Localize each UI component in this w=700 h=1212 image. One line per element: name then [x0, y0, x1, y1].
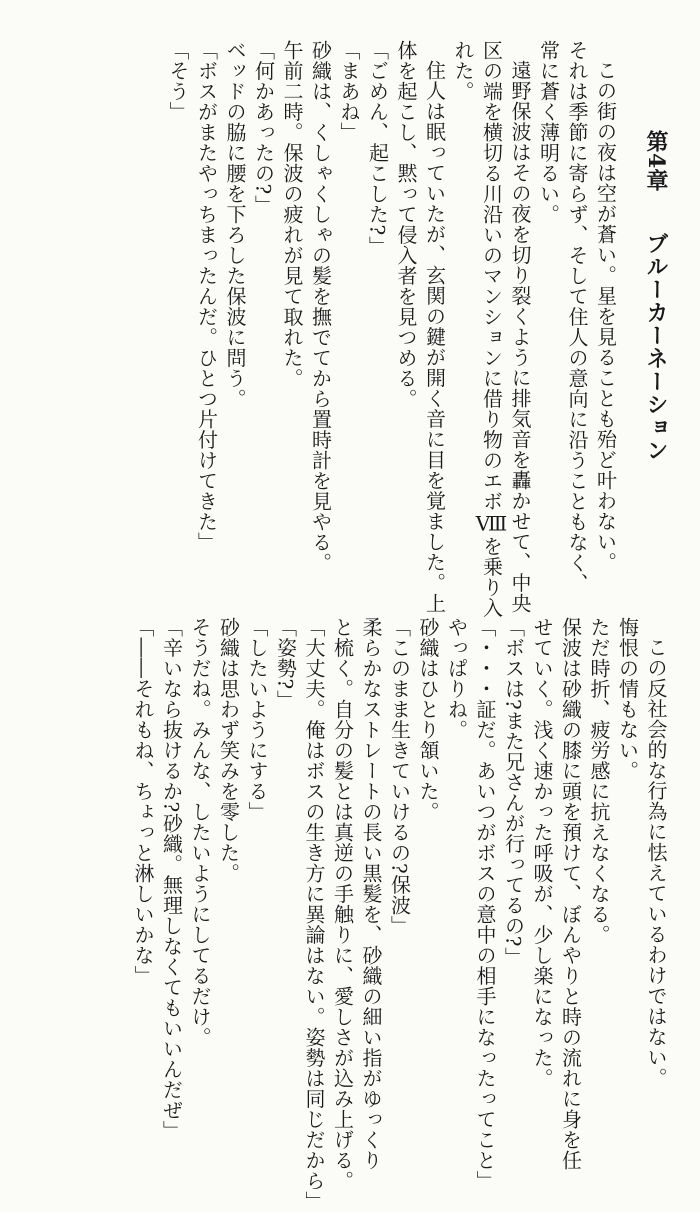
text-line: 砂織は、くしゃくしゃの髪を撫でてから置時計を見やる。: [308, 40, 333, 573]
top-text-block: [164, 40, 671, 618]
text-line: 午前二時。保波の疲れが見て取れた。: [280, 40, 304, 389]
bottom-paragraphs: [129, 617, 671, 1212]
text-line: せていく。浅く速かった呼吸が、少し楽になった。: [530, 617, 554, 1089]
text-line: この反社会的な行為に怯えているわけではない。: [644, 637, 668, 1088]
text-line: 「・・・証だ。あいつがボスの意中の相手になったってこと」: [473, 617, 497, 1191]
chapter-title: ブルーカーネーション: [643, 232, 669, 463]
text-line: 住人は眠っていたが、玄関の鍵が開く音に目を覚ました。上: [422, 60, 447, 614]
text-line: それは季節に寄らず、そして住人の意向に沿うこともなく、: [565, 40, 589, 594]
text-line: 遠野保波はその夜を切り裂くように排気音を轟かせて、中央: [508, 60, 532, 614]
text-line: 砂織は思わず笑みを零した。: [216, 617, 241, 884]
text-line: 「大丈夫。俺はボスの生き方に異論はない。姿勢は同じだから」: [302, 617, 326, 1212]
top-paragraphs: [164, 40, 620, 618]
bottom-text-block: [129, 617, 671, 1212]
text-line: やっぱりね。: [444, 617, 469, 740]
text-line: 「――それもね、ちょっと淋しいかな」: [131, 617, 155, 986]
text-line: 「ボスがまたやっちまったんだ。ひとつ片付けてきた」: [194, 40, 219, 553]
text-line: 常に蒼く薄明るい。: [536, 40, 561, 225]
text-line: 悔恨の情もない。: [615, 617, 640, 781]
text-line: ベッドの脇に腰を下ろした保波に問う。: [223, 40, 247, 409]
text-line: 「ごめん、起こした?」: [365, 40, 390, 257]
text-line: 体を起こし、黙って侵入者を見つめる。: [394, 40, 418, 409]
chapter-number: 第4章: [643, 130, 669, 193]
text-line: 「辛いなら抜けるか?砂織。無理しなくてもいいんだぜ」: [159, 617, 184, 1141]
text-line: 保波は砂織の膝に頭を預けて、ぼんやりと時の流れに身を任: [558, 617, 583, 1171]
text-line: れた。: [451, 40, 475, 102]
text-line: 「まあね」: [337, 40, 361, 143]
text-line: 「そう」: [166, 40, 190, 122]
text-line: 「何かあったの?」: [251, 40, 276, 216]
text-line: 「ボスは?また兄さんが行ってるの?」: [501, 617, 526, 968]
text-line: この街の夜は空が蒼い。星を見ることも殆ど叶わない。: [593, 60, 618, 573]
chapter-heading: [642, 40, 671, 600]
text-line: 「このまま生きていけるの?保波」: [387, 617, 412, 936]
text-line: 区の端を横切る川沿いのマンションに借り物のエボⅧを乗り入: [479, 40, 504, 618]
text-line: 柔らかなストレートの長い黒髪を、砂織の細い指がゆっくり: [359, 617, 383, 1171]
text-line: 「姿勢?」: [273, 617, 298, 711]
text-line: 砂織はひとり頷いた。: [416, 617, 440, 822]
text-line: ただ時折、疲労感に抗えなくなる。: [587, 617, 611, 945]
text-line: 「したいようにする」: [245, 617, 269, 822]
text-line: そうだね。みんな、したいようにしてるだけ。: [188, 617, 212, 1048]
text-line: と梳く。自分の髪とは真逆の手触りに、愛しさが込み上げる。: [330, 617, 355, 1191]
